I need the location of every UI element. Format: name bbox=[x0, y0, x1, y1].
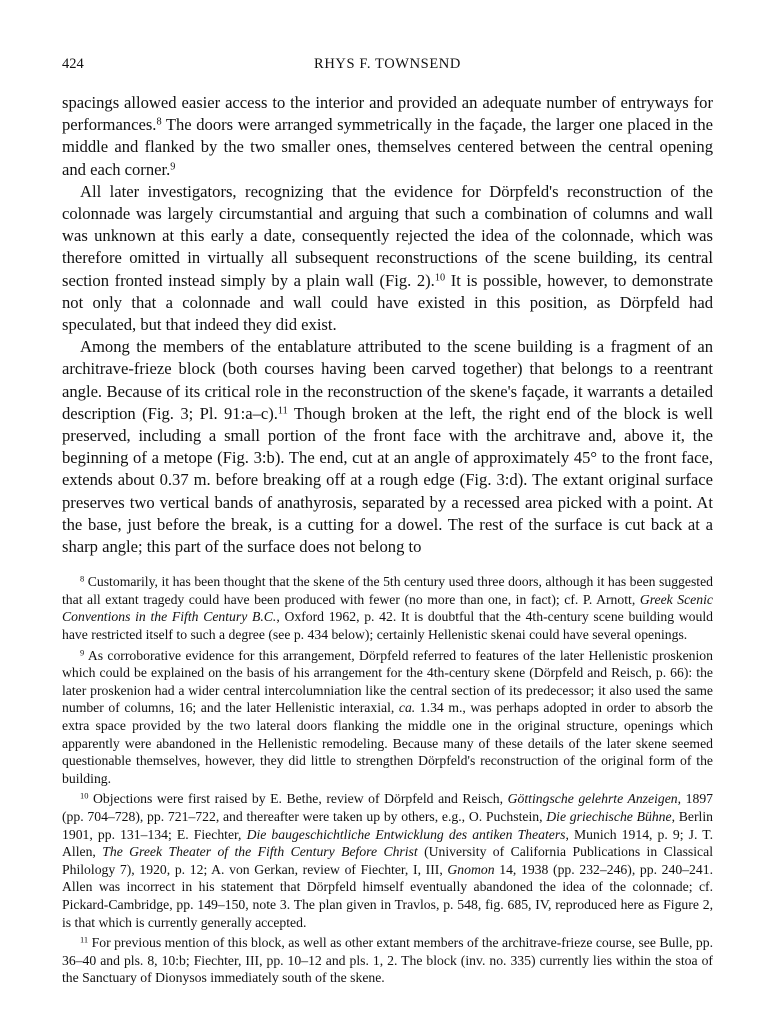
footnote: $^{10}$ Objections were first raised by E. Bethe, review of Dörpfeld and Reisch, Göttingsche gelehrte Anzeigen, 1897 (pp. 704–728), pp. 721–722, and thereafter were taken up by others, e.g., O. Puchstein, Die griechische Bühne, Berlin 1901, pp. 131–134; E. Fiechter, Die baugeschichtliche Entwicklung des antiken Theaters, Munich 1914, p. 9; J. T. Allen, The Greek Theater of the Fifth Century Before Christ (University of California Publications in Classical Philology 7), 1920, p. 12; A. von Gerkan, review of Fiechter, I, III, Gnomon 14, 1938 (pp. 232–246), pp. 240–241. Allen was incorrect in his statement that Dörpfeld himself eventually abandoned the idea of the colonnade; cf. Pickard-Cambridge, pp. 149–150, note 3. The plan given in Travlos, p. 548, fig. 685, IV, reproduced here as Figure 2, is that which is currently generally accepted. bbox=[62, 790, 714, 930]
footnote-number: 10 bbox=[80, 790, 89, 801]
footnote-number: 8 bbox=[80, 573, 85, 584]
paragraph: spacings allowed easier access to the interior and provided an adequate number of entryways for performances.$^8$ The doors were arranged symmetrically in the façade, the larger one placed in the middle and flanked by the two smaller ones, themselves centered between the central opening and each corner.$^9$ bbox=[62, 93, 713, 179]
footnotes bbox=[62, 573, 713, 987]
footnote-number: 9 bbox=[80, 646, 85, 657]
footnote-number: 11 bbox=[80, 934, 89, 945]
footnote: $^{11}$ For previous mention of this block, as well as other extant members of the architrave-frieze course, see Bulle, pp. 36–40 and pls. 8, 10:b; Fiechter, III, pp. 10–12 and pls. 1, 2. The block (inv. no. 335) currently lies within the stoa of the Sanctuary of Dionysos immediately south of the skene. bbox=[62, 934, 713, 986]
page bbox=[62, 56, 713, 990]
footnote: $^8$ Customarily, it has been thought that the skene of the 5th century used three doors, although it has been suggested that all extant tragedy could have been produced with fewer (no more than one, in fact); cf. P. Arnott, Greek Scenic Conventions in the Fifth Century B.C., Oxford 1962, p. 42. It is doubtful that the 4th-century scene building would have restricted itself to such a degree (see p. 434 below); certainly Hellenistic skenai could have several openings. bbox=[62, 573, 714, 643]
page-header bbox=[62, 56, 713, 82]
page-number: 424 bbox=[62, 56, 84, 72]
body-text bbox=[62, 92, 713, 558]
paragraph: All later investigators, recognizing that the evidence for Dörpfeld's reconstruction of the colonnade was largely circumstantial and arguing that such a combination of columns and wall was unknown at this early a date, consequently rejected the idea of the colonnade, which was therefore omitted in virtually all subsequent reconstructions of the scene building, its central section fronted instead simply by a plain wall (Fig. 2).$^{10}$ It is possible, however, to demonstrate not only that a colonnade and wall could have existed in this position, as Dörpfeld had speculated, but that indeed they did exist. bbox=[62, 181, 713, 335]
footnote-ref[interactable]: 11 bbox=[277, 405, 288, 417]
paragraph: Among the members of the entablature attributed to the scene building is a fragment of an architrave-frieze block (both courses having been carved together) that belongs to a reentrant angle. Because of its critical role in the reconstruction of the skene's façade, it warrants a detailed description (Fig. 3; Pl. 91:a–c).$^{11}$ Though broken at the left, the right end of the block is well preserved, including a small portion of the front face with the architrave and, above it, the beginning of a metope (Fig. 3:b). The end, cut at an angle of approximately 45° to the front face, extends about 0.37 m. before breaking off at a rough edge (Fig. 3:d). The extant original surface preserves two vertical bands of anathyrosis, separated by a recessed area picked with a point. At the base, just before the break, is a cutting for a dowel. The rest of the surface is cut back at a sharp angle; this part of the surface does not belong to bbox=[62, 337, 714, 557]
footnote-ref[interactable]: 8 bbox=[156, 116, 162, 128]
footnote-ref[interactable]: 9 bbox=[170, 160, 176, 172]
footnote-ref[interactable]: 10 bbox=[434, 271, 446, 283]
running-title: RHYS F. TOWNSEND bbox=[314, 56, 461, 72]
footnote: $^9$ As corroborative evidence for this arrangement, Dörpfeld referred to features of the later Hellenistic proskenion which could be explained on the basis of his arrangement for the 4th-century skene (Dörpfeld and Reisch, p. 66): the later proskenion had a wider central intercolumniation like the central section of its predecessor; it also used the same number of columns, 16; and the later Hellenistic interaxial, ca. 1.34 m., was perhaps adopted in order to absorb the extra space provided by the two lateral doors flanking the middle one in the original structure, openings which apparently were abandoned in the Hellenistic remodeling. Because many of these details of the later skene seemed questionable themselves, however, they did little to strengthen Dörpfeld's reconstruction of the original form of the building. bbox=[62, 646, 713, 786]
